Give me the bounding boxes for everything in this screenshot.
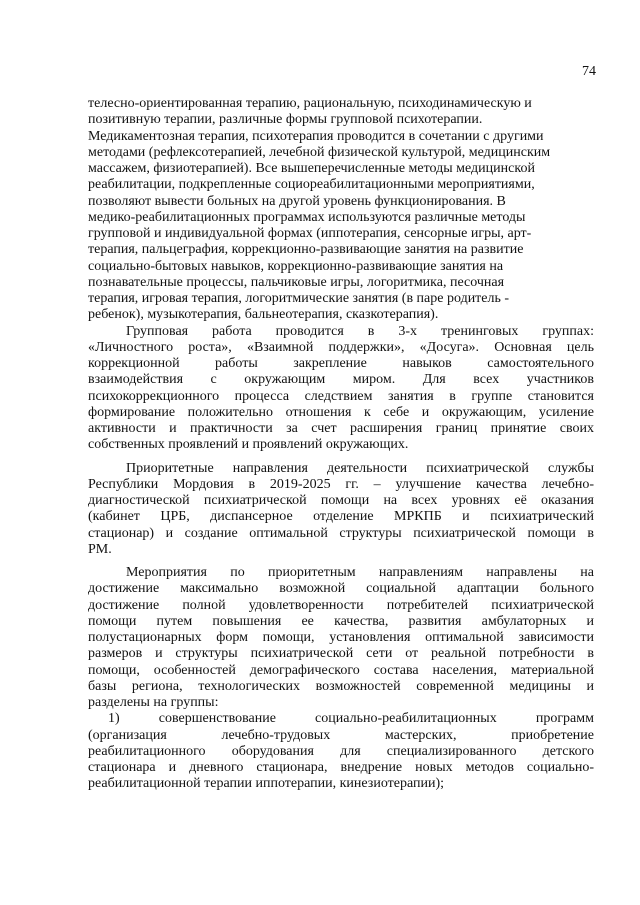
text-line: Медикаментозная терапия, психотерапия проводится в сочетании с другими <box>88 128 544 144</box>
page-number: 74 <box>582 64 596 79</box>
text-line: (кабинет ЦРБ, диспансерное отделение МРКПБ и психиатрический <box>88 509 594 525</box>
text-line: терапия, пальцеграфия, коррекционно-развивающие занятия на развитие <box>88 242 524 258</box>
text-line: помощи путем повышения ее качества, развития амбулаторных и <box>88 613 594 629</box>
text-line: полустационарных форм помощи, установления оптимальной зависимости <box>88 630 594 645</box>
text-line: методами (рефлексотерапией, лечебной физической культурой, медицинским <box>88 144 551 160</box>
text-line: формирование положительно отношения к себе и окружающим, усиление <box>88 404 594 420</box>
text-line: РМ. <box>88 541 112 557</box>
paragraph-group-work <box>88 324 594 454</box>
text-line: познавательные процессы, пальчиковые игры, логоритмика, песочная <box>88 274 505 290</box>
text-line: медико-реабилитационных программах используются различные методы <box>88 209 526 225</box>
text-line: стационара и дневного стационара, внедрение новых методов социально- <box>88 760 594 775</box>
text-line: достижение максимально возможной социальной адаптации больного <box>88 581 594 597</box>
text-line: групповой и индивидуальной формах (иппотерапия, сенсорные игры, арт- <box>88 226 532 241</box>
text-line: стационар) и создание оптимальной структуры психиатрической помощи в <box>88 525 594 541</box>
text-line: психокоррекционного процесса следствием занятия в группе становится <box>88 388 594 404</box>
paragraph-therapy-methods <box>88 96 594 324</box>
list-item-rehab-programs <box>88 711 594 792</box>
text-line: Республики Мордовия в 2019-2025 гг. – улучшение качества лечебно- <box>88 476 594 492</box>
text-line: 1) совершенствование социально-реабилитационных программ <box>108 711 594 727</box>
paragraph-measures <box>88 565 594 711</box>
text-line: реабилитационного оборудования для специализированного детского <box>88 743 594 759</box>
text-line: коррекционной работы закрепление навыков самостоятельного <box>88 356 594 371</box>
text-line: позволяют вывести больных на другой уровень функционирования. В <box>88 193 506 209</box>
text-line: реабилитации, подкрепленные социореабилитационными мероприятиями, <box>88 177 535 193</box>
text-line: активности и практичности за счет расширения границ принятие своих <box>88 421 594 436</box>
text-line: телесно-ориентированная терапию, рациональную, психодинамическую и <box>88 96 532 111</box>
text-line: массажем, физиотерапией). Все вышеперечисленные методы медицинской <box>88 161 535 176</box>
text-line: (организация лечебно-трудовых мастерских, приобретение <box>88 727 594 743</box>
text-line: Приоритетные направления деятельности психиатрической службы <box>126 460 594 476</box>
paragraph-priority-directions <box>88 461 594 559</box>
text-line: социально-бытовых навыков, коррекционно-развивающие занятия на <box>88 258 504 274</box>
text-line: терапия, игровая терапия, логоритмические занятия (в паре родитель - <box>88 291 510 306</box>
text-line: ребенок), музыкотерапия, бальнеотерапия, сказкотерапия). <box>88 307 439 323</box>
text-line: базы региона, технологических возможностей современной медицины и <box>88 678 594 694</box>
text-line: позитивную терапии, различные формы групповой психотерапии. <box>88 112 483 128</box>
text-line: собственных проявлений и проявлений окружающих. <box>88 437 409 453</box>
text-line: Мероприятия по приоритетным направлениям направлены на <box>126 565 594 580</box>
text-line: реабилитационной терапии иппотерапии, кинезиотерапии); <box>88 776 445 792</box>
document-body <box>88 96 594 793</box>
text-line: помощи, особенностей демографического состава населения, материальной <box>88 662 594 678</box>
text-line: взаимодействия с окружающим миром. Для всех участников <box>88 372 594 388</box>
text-line: размеров и структуры психиатрической сети от реальной потребности в <box>88 646 594 662</box>
text-line: Групповая работа проводится в 3-х тренинговых группах: <box>126 323 594 339</box>
text-line: разделены на группы: <box>88 695 219 710</box>
text-line: достижение полной удовлетворенности потребителей психиатрической <box>88 597 594 613</box>
text-line: диагностической психиатрической помощи на всех уровнях её оказания <box>88 493 594 508</box>
text-line: «Личностного роста», «Взаимной поддержки», «Досуга». Основная цель <box>88 339 594 355</box>
